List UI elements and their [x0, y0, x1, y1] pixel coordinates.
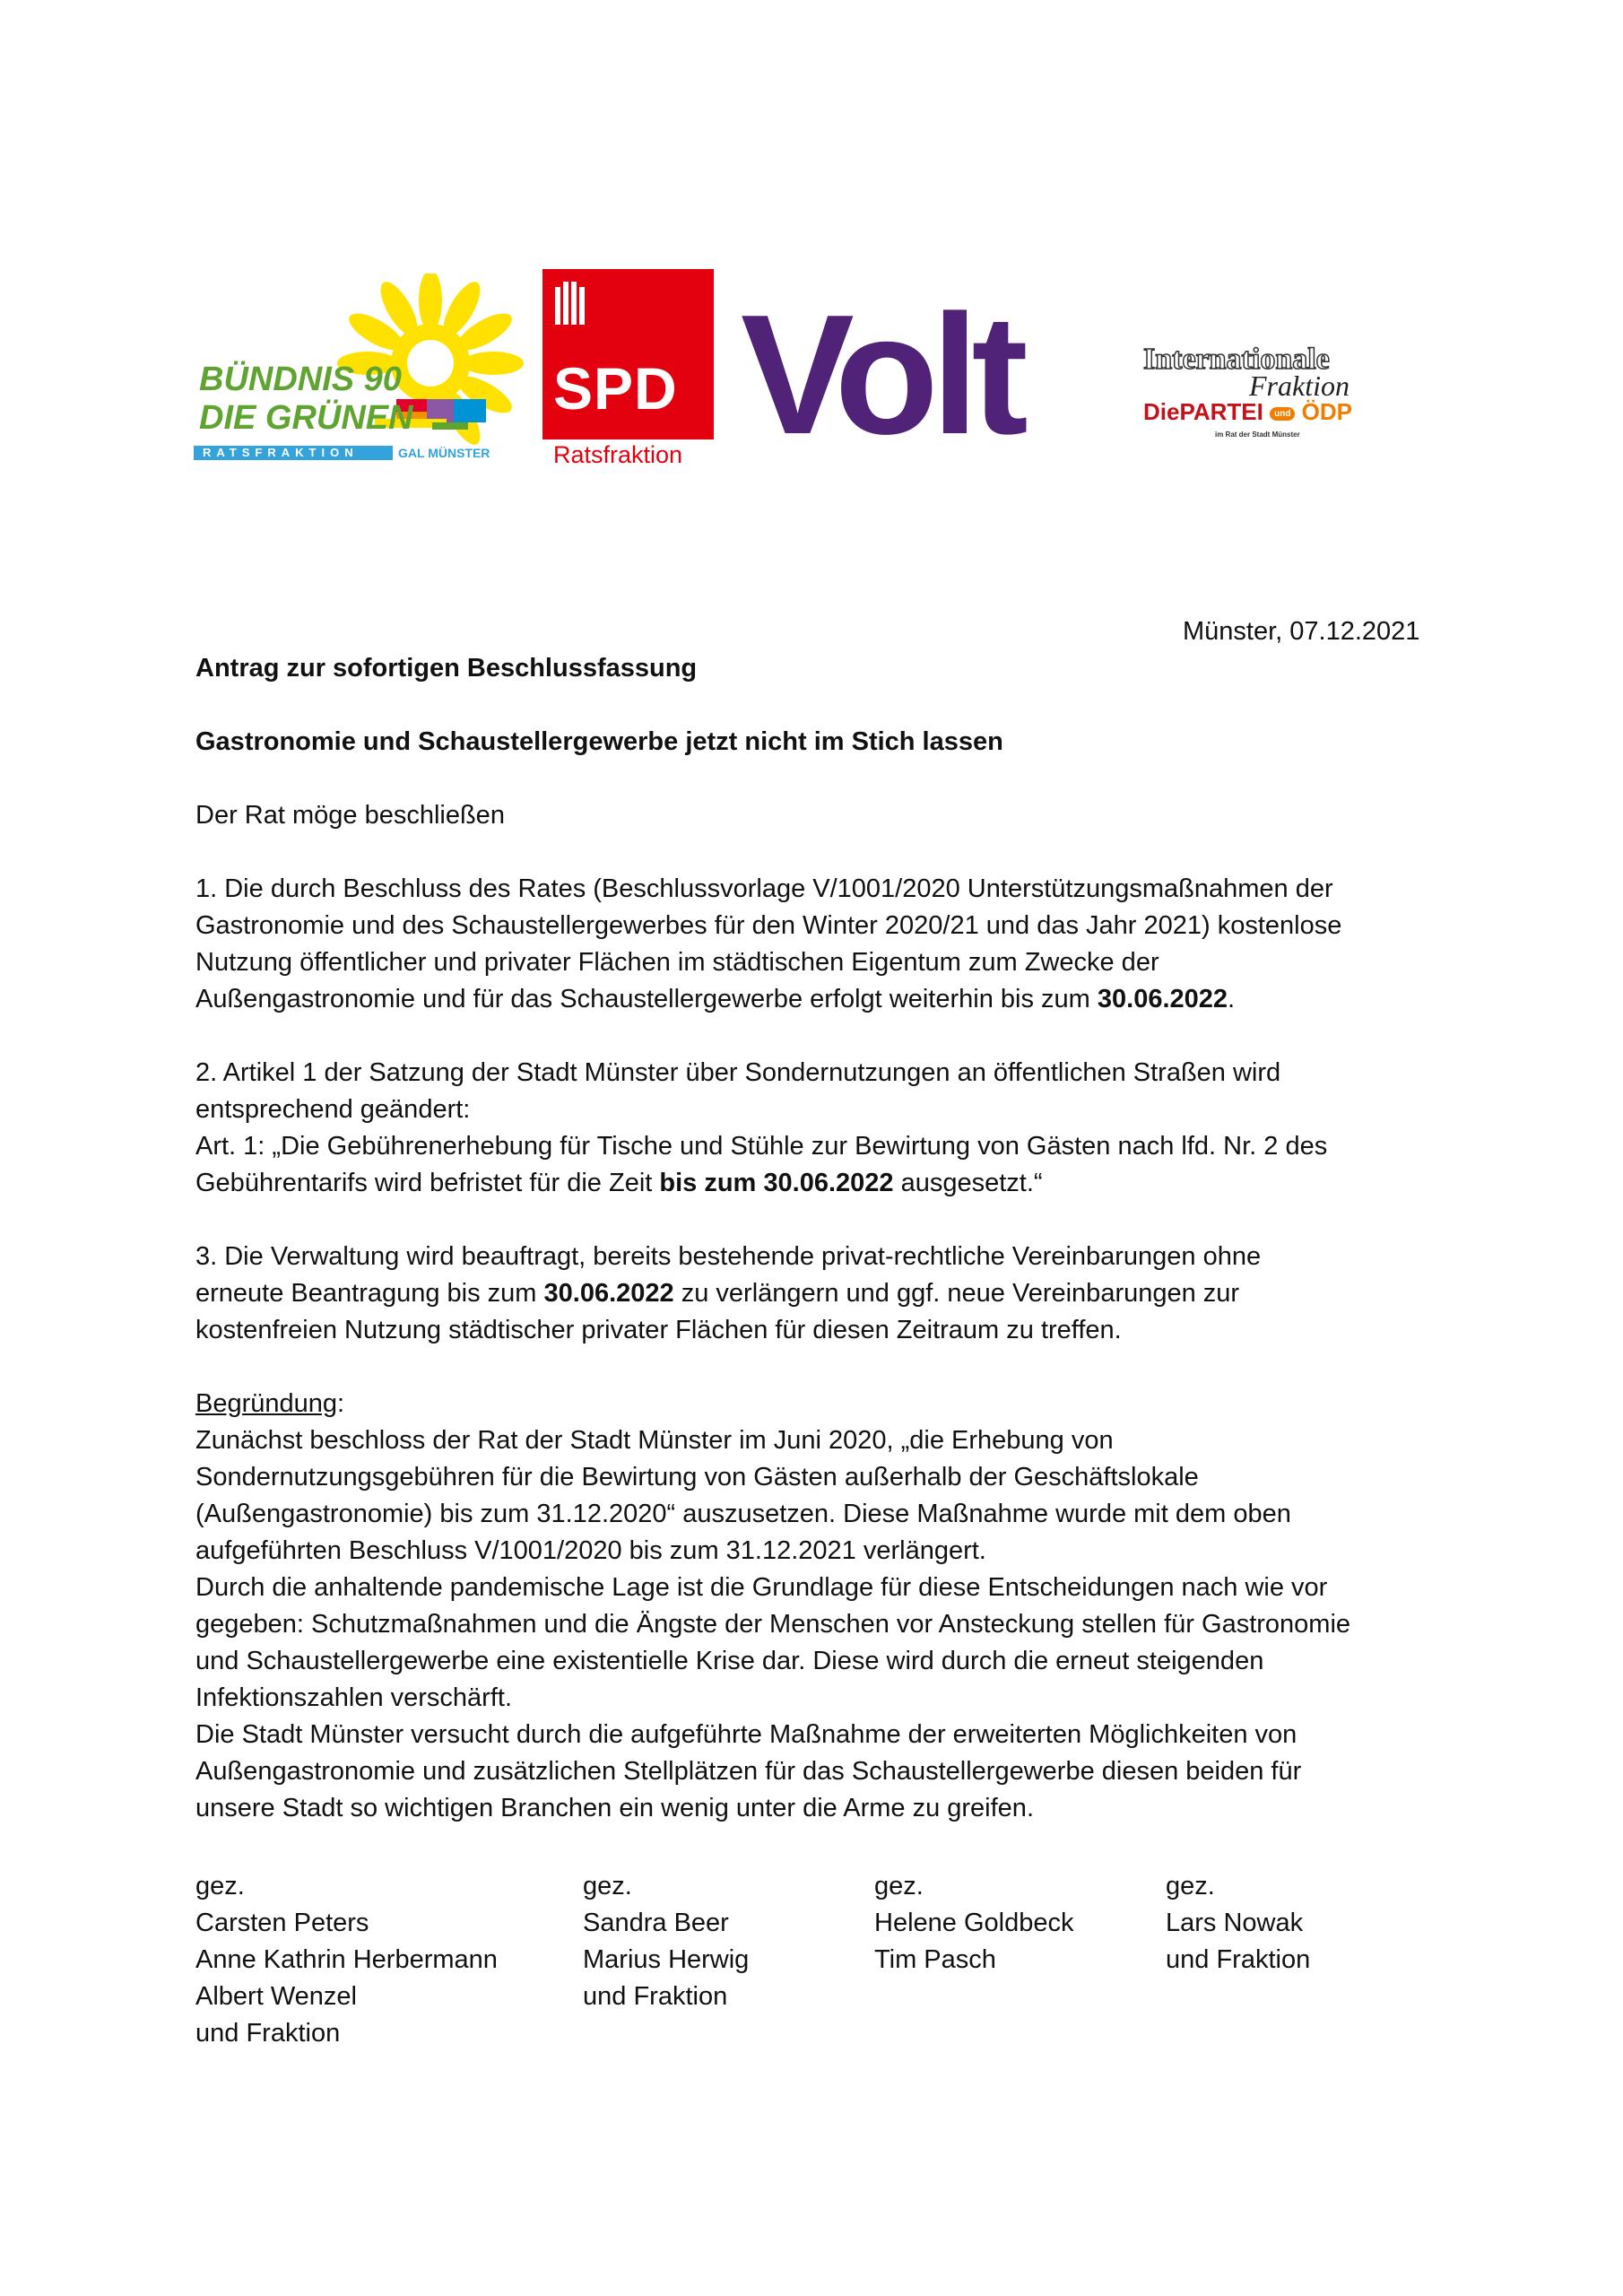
signature-block-volt — [874, 1868, 1073, 1979]
und-badge: und — [1270, 407, 1295, 421]
begruendung-title: Begründung — [195, 1389, 338, 1418]
item-1-line — [195, 981, 1341, 1018]
internationale-line2: Fraktion — [1249, 370, 1350, 402]
spd-name: SPD — [553, 355, 678, 422]
spd-red-block — [542, 269, 714, 439]
begruendung-line: Infektionszahlen verschärft. — [195, 1683, 513, 1712]
signature-name: Helene Goldbeck — [874, 1909, 1074, 1937]
begruendung-line: Sondernutzungsgebühren für die Bewirtung von Gästen außerhalb der Geschäftslokale — [195, 1463, 1199, 1492]
logo-gruene — [190, 274, 524, 466]
item-3-line: 3. Die Verwaltung wird beauftragt, bereits bestehende privat-rechtliche Vereinbarungen ohne — [195, 1242, 1262, 1271]
gruene-line1: BÜNDNIS 90 — [199, 361, 402, 398]
signature-gez: gez. — [1166, 1872, 1215, 1900]
item-2-line: 2. Artikel 1 der Satzung der Stadt Münster über Sondernutzungen an öffentlichen Straßen wird — [195, 1058, 1281, 1087]
item-2-end: ausgesetzt.“ — [893, 1169, 1043, 1197]
intro-line: Der Rat möge beschließen — [195, 801, 505, 830]
date-line: Münster, 07.12.2021 — [1183, 617, 1420, 646]
item-1-text: Außengastronomie und für das Schaustellergewerbe erfolgt weiterhin bis zum — [195, 985, 1098, 1013]
item-2-line: entsprechend geändert: — [195, 1095, 471, 1124]
heading-antrag: Antrag zur sofortigen Beschlussfassung — [195, 654, 698, 683]
item-2-line — [195, 1165, 1327, 1202]
signature-gez: gez. — [583, 1872, 632, 1900]
logo-internationale — [1143, 325, 1412, 450]
begruendung-line: gegeben: Schutzmaßnahmen und die Ängste der Menschen vor Ansteckung stellen für Gastronomie — [195, 1610, 1351, 1639]
signature-name: und Fraktion — [583, 1982, 728, 2011]
signature-block-gruene — [195, 1868, 498, 2052]
logo-volt: Volt — [741, 280, 1021, 470]
signature-block-spd — [583, 1868, 749, 2015]
item-3 — [195, 1239, 1261, 1349]
signature-name: Carsten Peters — [195, 1909, 369, 1937]
begruendung-line: aufgeführten Beschluss V/1001/2020 bis zum 31.12.2021 verlängert. — [195, 1536, 986, 1565]
begruendung-line: Durch die anhaltende pandemische Lage ist die Grundlage für diese Entscheidungen nach wie vor — [195, 1573, 1328, 1602]
item-3-line — [195, 1275, 1261, 1312]
item-3-date: 30.06.2022 — [543, 1279, 674, 1308]
spd-pillars-icon — [553, 280, 589, 325]
oedp-label: ÖDP — [1301, 398, 1353, 425]
signature-gez: gez. — [874, 1872, 924, 1900]
signature-name: und Fraktion — [1166, 1945, 1311, 1974]
signature-name: Anne Kathrin Herbermann — [195, 1945, 498, 1974]
signature-name: Albert Wenzel — [195, 1982, 357, 2011]
begruendung — [195, 1386, 1350, 1827]
gruene-bar — [194, 446, 393, 460]
gruene-bar-right: GAL MÜNSTER — [398, 446, 490, 460]
spd-sub: Ratsfraktion — [553, 441, 683, 468]
begruendung-line: Zunächst beschloss der Rat der Stadt Münster im Juni 2020, „die Erhebung von — [195, 1426, 1114, 1455]
item-2-text: Gebührentarifs wird befristet für die Zeit — [195, 1169, 660, 1197]
item-3-text: erneute Beantragung bis zum — [195, 1279, 544, 1308]
heading-title: Gastronomie und Schaustellergewerbe jetzt nicht im Stich lassen — [195, 727, 1003, 756]
begruendung-line: (Außengastronomie) bis zum 31.12.2020“ auszusetzen. Diese Maßnahme wurde mit dem oben — [195, 1500, 1291, 1528]
begruendung-line: Außengastronomie und zusätzlichen Stellplätzen für das Schaustellergewerbe diesen beiden für — [195, 1757, 1302, 1786]
internationale-small: im Rat der Stadt Münster — [1215, 430, 1300, 439]
item-1-line: 1. Die durch Beschluss des Rates (Beschlussvorlage V/1001/2020 Unterstützungsmaßnahmen der — [195, 874, 1333, 903]
item-1-end: . — [1228, 985, 1236, 1013]
item-2 — [195, 1055, 1327, 1202]
item-3-line: kostenfreien Nutzung städtischer privater Flächen für diesen Zeitraum zu treffen. — [195, 1316, 1122, 1344]
signature-name: Marius Herwig — [583, 1945, 750, 1974]
partei-label: DiePARTEI — [1143, 398, 1263, 425]
signature-name: und Fraktion — [195, 2019, 341, 2048]
logo-spd — [542, 269, 722, 475]
signature-name: Tim Pasch — [874, 1945, 996, 1974]
begruendung-colon: : — [337, 1389, 345, 1418]
item-2-line: Art. 1: „Die Gebührenerhebung für Tische und Stühle zur Bewirtung von Gästen nach lfd. Nr. 2 des — [195, 1132, 1328, 1161]
begruendung-heading — [195, 1386, 1350, 1422]
internationale-line1: Internationale — [1143, 343, 1330, 376]
begruendung-line: und Schaustellergewerbe eine existentielle Krise dar. Diese wird durch die erneut steigenden — [195, 1647, 1264, 1675]
gruene-line2: DIE GRÜNEN — [199, 399, 413, 437]
begruendung-line: unsere Stadt so wichtigen Branchen ein wenig unter die Arme zu greifen. — [195, 1794, 1034, 1822]
item-1-line: Nutzung öffentlicher und privater Flächen im städtischen Eigentum zum Zwecke der — [195, 948, 1159, 977]
item-1 — [195, 871, 1341, 1018]
signature-gez: gez. — [195, 1872, 245, 1900]
signature-block-internationale — [1166, 1868, 1310, 1979]
item-3-text: zu verlängern und ggf. neue Vereinbarungen zur — [673, 1279, 1240, 1308]
signature-name: Sandra Beer — [583, 1909, 729, 1937]
begruendung-line: Die Stadt Münster versucht durch die aufgeführte Maßnahme der erweiterten Möglichkeiten von — [195, 1720, 1298, 1749]
item-2-date: bis zum 30.06.2022 — [659, 1169, 894, 1197]
signature-name: Lars Nowak — [1166, 1909, 1304, 1937]
gruene-bar-left: RATSFRAKTION — [203, 446, 359, 459]
item-1-date: 30.06.2022 — [1097, 985, 1228, 1013]
item-1-line: Gastronomie und des Schaustellergewerbes für den Winter 2020/21 und das Jahr 2021) kostenlose — [195, 911, 1342, 940]
